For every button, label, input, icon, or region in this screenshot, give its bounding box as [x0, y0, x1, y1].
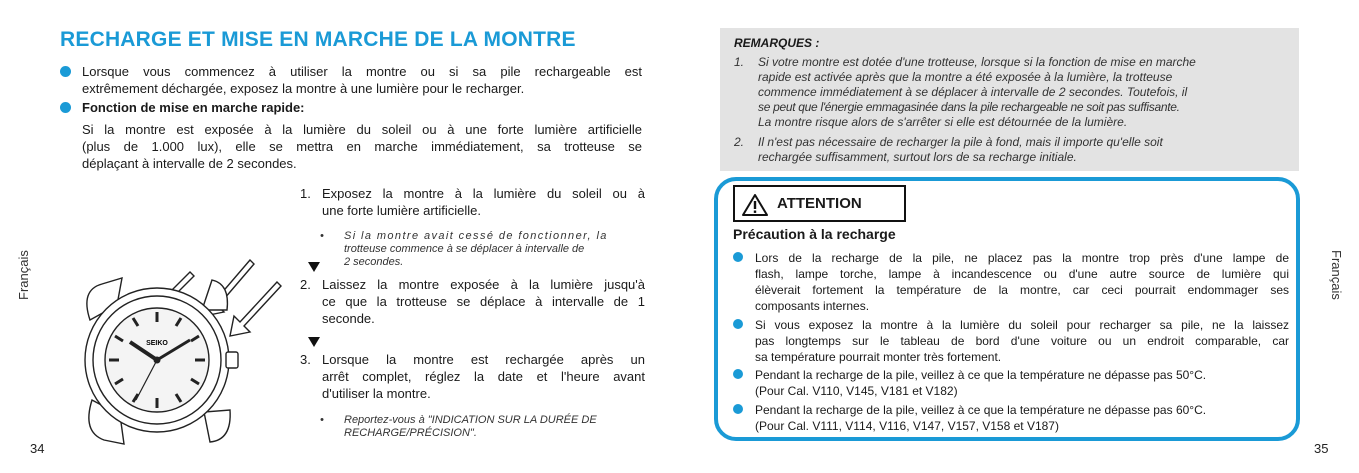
text-line: La montre risque alors de s'arrêter si elle est détournée de la lumière.	[758, 115, 1128, 129]
language-side-label-left: Français	[16, 250, 31, 300]
attention-tag	[733, 185, 906, 222]
text-line: rechargée suffisamment, surtout lors de sa recharge initiale.	[758, 150, 1077, 164]
text-line: 2 secondes.	[344, 256, 404, 268]
text-line: élèverait fortement la température de la montre, car ceci pourrait endommager ses	[755, 283, 1289, 297]
watch-illustration	[62, 250, 287, 445]
text-line: Lorsque vous commencez à utiliser la montre ou si sa pile rechargeable est	[82, 64, 642, 79]
watch-case	[85, 278, 238, 444]
quick-start-text	[82, 121, 642, 172]
attention-bullet	[733, 317, 1289, 365]
step-3	[300, 351, 645, 403]
warning-icon	[741, 193, 769, 217]
text-line: Si la montre est exposée à la lumière du soleil ou à une forte lumière artificielle	[82, 122, 642, 137]
text-line: (plus de 1.000 lux), elle se mettra en marche immédiatement, sa trotteuse se	[82, 139, 642, 154]
step-number: 3.	[300, 352, 311, 367]
bullet-dot	[60, 66, 71, 77]
text-line: Si la montre avait cessé de fonctionner, la	[344, 230, 608, 242]
language-side-label-right: Français	[1329, 250, 1344, 300]
text-line: Si votre montre est dotée d'une trotteuse, lorsque si la fonction de mise en marche	[758, 55, 1196, 69]
text-line: RECHARGE/PRÉCISION".	[344, 427, 477, 439]
text-line: Laissez la montre exposée à la lumière jusqu'à	[322, 277, 645, 292]
page-number-right: 35	[1314, 441, 1329, 456]
watch-brand-logo: SEIKO	[146, 340, 168, 347]
text-line: Lorsque la montre est rechargée après un	[322, 352, 645, 367]
remark-2	[734, 135, 1289, 167]
attention-bullet	[733, 402, 1289, 434]
text-line: (Pour Cal. V111, V114, V116, V147, V157, V158 et V187)	[755, 419, 1059, 433]
intro-bullet	[82, 63, 642, 97]
bullet-dot	[60, 102, 71, 113]
text-line: extrêmement déchargée, exposez la montre à une lumière pour le recharger.	[82, 81, 525, 96]
text-line: pas longtemps sur le tableau de bord d'une voiture ou un endroit comparable, car	[755, 334, 1289, 348]
text-line: commence immédiatement à se déplacer à intervalle de 2 secondes. Toutefois, il	[758, 85, 1188, 99]
step-1-note	[320, 230, 645, 272]
step-1	[300, 185, 645, 225]
text-line: déplaçant à intervalle de 2 secondes.	[82, 156, 297, 171]
step-number: 2.	[300, 277, 311, 292]
step-3-note	[320, 414, 645, 442]
remark-1	[734, 55, 1289, 131]
attention-bullet	[733, 367, 1289, 399]
remark-number: 1.	[734, 55, 745, 69]
bullet-dot	[733, 404, 743, 414]
text-line: rapide est activée après que la montre a été exposée à la lumière, la trotteuse	[758, 70, 1173, 84]
down-arrow-icon	[308, 337, 320, 347]
text-line: se peut que l'énergie emmagasinée dans la pile rechargeable ne soit pas suffisante.	[758, 100, 1180, 114]
bullet-dot	[733, 319, 743, 329]
page-number-left: 34	[30, 441, 45, 456]
text-line: seconde.	[322, 311, 375, 326]
remarks-title: REMARQUES :	[734, 36, 820, 50]
text-line: Pendant la recharge de la pile, veillez à ce que la température ne dépasse pas 60°C.	[755, 403, 1207, 417]
text-line: Lors de la recharge de la pile, ne placez pas la montre trop près d'une lampe de	[755, 251, 1289, 265]
note-bullet: •	[320, 230, 324, 242]
text-line: ce que la trotteuse se déplace à intervalle de 1	[322, 294, 645, 309]
text-line: Il n'est pas nécessaire de recharger la pile à fond, mais il importe qu'elle soit	[758, 135, 1163, 149]
text-line: d'utiliser la montre.	[322, 386, 431, 401]
precaution-title: Précaution à la recharge	[733, 226, 896, 242]
text-line: sa température pourrait monter très fortement.	[755, 350, 1002, 364]
text-line: une forte lumière artificielle.	[322, 203, 481, 218]
text-line: Si vous exposez la montre à la lumière du soleil pour recharger sa pile, ne la laissez	[755, 318, 1289, 332]
text-line: arrêt complet, réglez la date et l'heure avant	[322, 369, 645, 384]
note-bullet: •	[320, 414, 324, 426]
remark-number: 2.	[734, 135, 745, 149]
down-arrow-icon	[308, 262, 320, 272]
step-number: 1.	[300, 186, 311, 201]
text-line: composants internes.	[755, 299, 870, 313]
text-line: (Pour Cal. V110, V145, V181 et V182)	[755, 384, 958, 398]
text-line: Exposez la montre à la lumière du soleil ou à	[322, 186, 645, 201]
attention-bullet	[733, 250, 1289, 314]
text-line: Reportez-vous à "INDICATION SUR LA DURÉE DE	[344, 414, 597, 426]
text-line: trotteuse commence à se déplacer à intervalle de	[344, 243, 585, 255]
page-title: RECHARGE ET MISE EN MARCHE DE LA MONTRE	[60, 28, 576, 51]
quick-start-heading: Fonction de mise en marche rapide:	[82, 100, 305, 115]
step-2	[300, 276, 645, 328]
attention-label: ATTENTION	[777, 195, 862, 212]
text-line: flash, lampe torche, lampe à incandescence ou d'une autre source de lumière qui	[755, 267, 1289, 281]
text-line: Pendant la recharge de la pile, veillez à ce que la température ne dépasse pas 50°C.	[755, 368, 1207, 382]
bullet-dot	[733, 252, 743, 262]
bullet-dot	[733, 369, 743, 379]
